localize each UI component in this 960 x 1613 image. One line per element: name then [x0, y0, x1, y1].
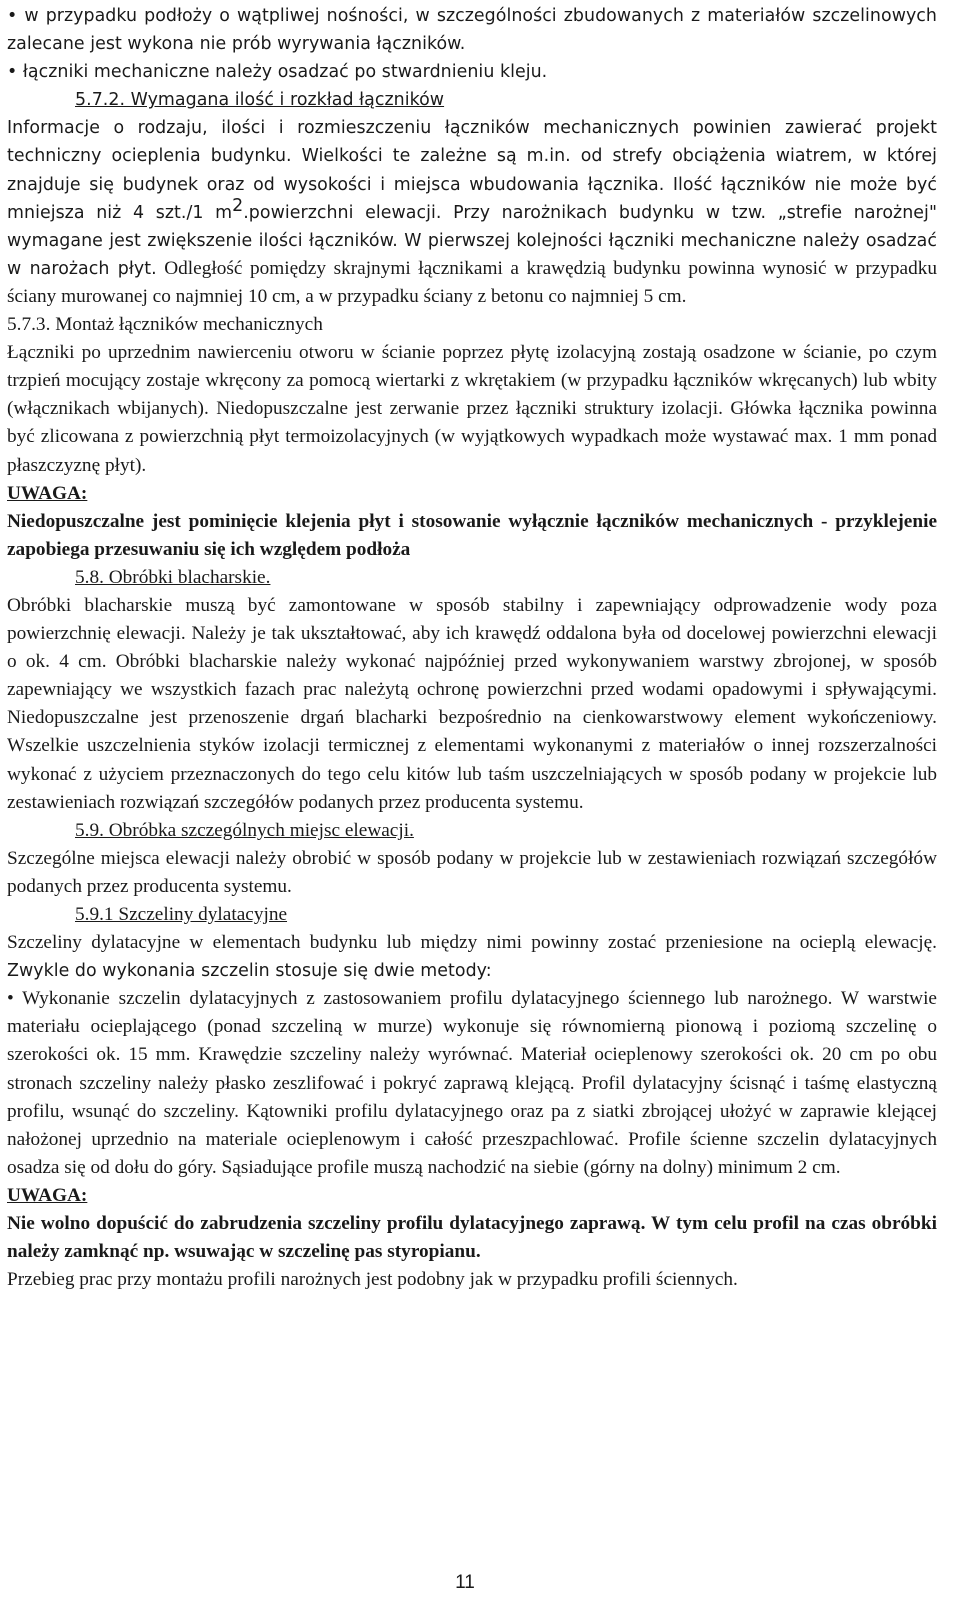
bullet-weak-substrate: • w przypadku podłoży o wątpliwej nośności, w szczególności zbudowanych z materiałów szczelinowych zalecane jest wykona nie prób wyrywania łączników.	[7, 6, 937, 55]
paragraph-sans-part-1: Informacje o rodzaju, ilości i rozmieszczeniu łączników mechanicznych powinien zawierać projekt techniczny ocieplenia budynku. Wielkości te zależne są m.in. od strefy obciążenia wiatrem, w której znajduje się budynek oraz od wysokości i miejsca wbudowania łącznika. Ilość łączników nie może być mniejsza niż 4 szt./1 m	[7, 118, 937, 223]
bullet-expansion-profile: • Wykonanie szczelin dylatacyjnych z zastosowaniem profilu dylatacyjnego ściennego lub narożnego. W warstwie materiału ocieplającego (ponad szczeliną w murze) wykonuje się równomierną pionową i poziomą szczelinę o szerokości ok. 15 mm. Krawędzie szczeliny należy wyrównać. Materiał ocieplenowy szerokości ok. 20 cm po obu stronach szczeliny należy płasko zeszlifować i pokryć zaprawą klejącą. Profil dylatacyjny ścisnąć i taśmę elastyczną profilu, wsunąć do szczeliny. Kątowniki profilu dylatacyjnego oraz pa z siatki zbrojącej ułożyć w zaprawie klejącej nałożonej uprzednio na materiale ocieplenowym i całość przeszpachlować. Profile ścienne szczelin dylatacyjnych osadza się od dołu do góry. Sąsiadujące profile muszą nachodzić na siebie (górny na dolny) minimum 2 cm.	[7, 988, 937, 1178]
warning-text-2: Nie wolno dopuścić do zabrudzenia szczeliny profilu dylatacyjnego zaprawą. W tym celu profil na czas obróbki należy zamknąć np. wsuwając w szczelinę pas styropianu.	[7, 1213, 937, 1263]
paragraph-serif-part: Szczeliny dylatacyjne w elementach budynku lub między nimi powinny zostać przeniesione na ocieplą elewację.	[7, 932, 937, 954]
paragraph-corner-profiles: Przebieg prac przy montażu profili narożnych jest podobny jak w przypadku profili ściennych.	[7, 1269, 738, 1291]
paragraph-expansion-joints	[7, 929, 937, 985]
section-heading-5-8	[7, 564, 937, 592]
section-heading-5-9-1	[7, 901, 937, 929]
heading-text: 5.7.2. Wymagana ilość i rozkład łączników	[75, 90, 445, 111]
heading-text: 5.9. Obróbka szczególnych miejsc elewacji.	[75, 819, 414, 841]
paragraph-anchor-quantity	[7, 114, 937, 311]
section-heading-5-7-3: 5.7.3. Montaż łączników mechanicznych	[7, 314, 323, 336]
section-heading-5-7-2	[7, 86, 937, 114]
heading-text: 5.8. Obróbki blacharskie.	[75, 566, 271, 588]
heading-text: 5.9.1 Szczeliny dylatacyjne	[75, 904, 288, 925]
bullet-anchor-after-glue: • łączniki mechaniczne należy osadzać po stwardnieniu kleju.	[7, 62, 548, 83]
paragraph-sans-part: Zwykle do wykonania szczelin stosuje się dwie metody:	[7, 961, 492, 982]
paragraph-anchor-installation: Łączniki po uprzednim nawierceniu otworu w ścianie poprzez płytę izolacyjną zostają osadzone w ścianie, po czym trzpień mocujący zostaje wkręcony za pomocą wiertarki z wkrętakiem (w przypadku łączników wkręcanych) lub wbity (włącznikach wbijanych). Niedopuszczalne jest zerwanie przez łączniki struktury izolacji. Główka łącznika powinna być zlicowana z powierzchnią płyt termoizolacyjnych (w wyjątkowych wypadkach może wystawać max. 1 mm ponad płaszczyznę płyt).	[7, 342, 937, 476]
warning-label: UWAGA:	[7, 482, 88, 504]
paragraph-special-places: Szczególne miejsca elewacji należy obrobić w sposób podany w projekcie lub w zestawieniach rozwiązań szczegółów podanych przez producenta systemu.	[7, 847, 937, 897]
paragraph-sans-part-2: .powierzchni elewacji. Przy narożnikach budynku w tzw. „strefie narożnej" wymagane jest zwiększenie ilości łączników. W pierwszej kolejności łączniki mechaniczne należy osadzać w narożach płyt.	[7, 202, 937, 279]
warning-text: Niedopuszczalne jest pominięcie klejenia płyt i stosowanie wyłącznie łączników mechanicznych - przyklejenie zapobiega przesuwaniu się ich względem podłoża	[7, 510, 937, 560]
paragraph-serif-part: Odległość pomiędzy skrajnymi łącznikami a krawędzią budynku powinna wynosić w przypadku ściany murowanej co najmniej 10 cm, a w przypadku ściany z betonu co najmniej 5 cm.	[7, 257, 938, 307]
superscript: 2	[232, 195, 244, 216]
document-page	[7, 2, 937, 1294]
section-heading-5-9	[7, 817, 937, 845]
page-number: 11	[455, 1572, 475, 1593]
paragraph-flashing: Obróbki blacharskie muszą być zamontowane w sposób stabilny i zapewniający odprowadzenie wody poza powierzchnię elewacji. Należy je tak ukształtować, aby ich krawędź oddalona była od docelowej powierzchni elewacji o ok. 4 cm. Obróbki blacharskie należy wykonać najpóźniej przed wykonywaniem warstwy zbrojonej, w sposób zapewniający we wszystkich fazach prac należytą ochronę powierzchni przed wodami opadowymi i spływającymi. Niedopuszczalne jest przenoszenie drgań blacharki bezpośrednio na cienkowarstwowy element wykończeniowy. Wszelkie uszczelnienia styków izolacji termicznej z elementami wykonanymi z materiałów o innej rozszerzalności wykonać z użyciem przeznaczonych do tego celu kitów lub taśm uszczelniających w sposób podany w projekcie lub zestawieniach rozwiązań szczegółów podanych przez producenta systemu.	[7, 594, 937, 813]
warning-label-2: UWAGA:	[7, 1184, 88, 1206]
